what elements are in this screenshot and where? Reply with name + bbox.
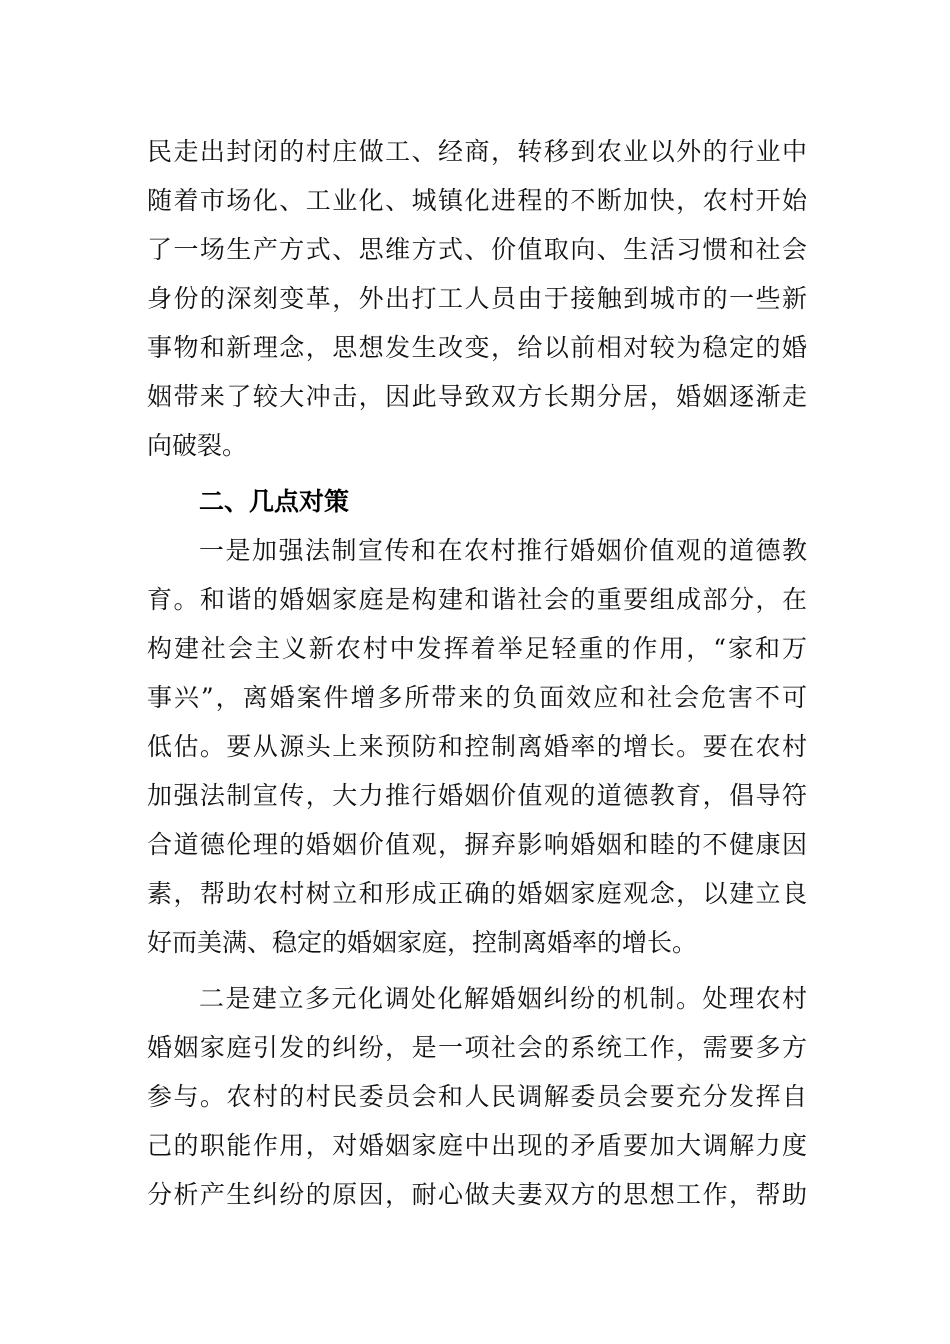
paragraph-line: 加强法制宣传，大力推行婚姻价值观的道德教育，倡导符 — [147, 781, 807, 810]
paragraph-1 — [147, 127, 807, 470]
paragraph-line: 低估。要从源头上来预防和控制离婚率的增长。要在农村 — [147, 732, 807, 761]
paragraph-line: 己的职能作用，对婚姻家庭中出现的矛盾要加大调解力度 — [147, 1131, 807, 1160]
paragraph-line: 事兴”，离婚案件增多所带来的负面效应和社会危害不可 — [147, 683, 807, 712]
paragraph-3 — [147, 974, 807, 1219]
paragraph-line: 分析产生纠纷的原因，耐心做夫妻双方的思想工作，帮助 — [147, 1180, 807, 1209]
paragraph-line: 了一场生产方式、思维方式、价值取向、生活习惯和社会 — [147, 235, 807, 264]
paragraph-line: 构建社会主义新农村中发挥着举足轻重的作用，“家和万 — [147, 634, 807, 663]
paragraph-line: 事物和新理念，思想发生改变，给以前相对较为稳定的婚 — [147, 333, 807, 362]
section-heading: 二、几点对策 — [199, 487, 350, 516]
paragraph-line: 一是加强法制宣传和在农村推行婚姻价值观的道德教 — [199, 536, 807, 565]
paragraph-line: 二是建立多元化调处化解婚姻纠纷的机制。处理农村 — [199, 984, 807, 1013]
paragraph-2 — [147, 526, 807, 967]
paragraph-line: 民走出封闭的村庄做工、经商，转移到农业以外的行业中 — [147, 137, 807, 166]
paragraph-line: 素，帮助农村树立和形成正确的婚姻家庭观念，以建立良 — [147, 879, 807, 908]
document-body — [147, 127, 807, 1219]
paragraph-line: 参与。农村的村民委员会和人民调解委员会要充分发挥自 — [147, 1082, 807, 1111]
paragraph-line: 合道德伦理的婚姻价值观，摒弃影响婚姻和睦的不健康因 — [147, 830, 807, 859]
paragraph-line: 育。和谐的婚姻家庭是构建和谐社会的重要组成部分，在 — [147, 585, 807, 614]
paragraph-line: 婚姻家庭引发的纠纷，是一项社会的系统工作，需要多方 — [147, 1033, 807, 1062]
paragraph-line: 姻带来了较大冲击，因此导致双方长期分居，婚姻逐渐走 — [147, 382, 807, 411]
paragraph-line: 身份的深刻变革，外出打工人员由于接触到城市的一些新 — [147, 284, 807, 313]
paragraph-line: 好而美满、稳定的婚姻家庭，控制离婚率的增长。 — [147, 928, 698, 957]
paragraph-line: 向破裂。 — [147, 431, 248, 460]
paragraph-line: 随着市场化、工业化、城镇化进程的不断加快，农村开始 — [147, 186, 807, 215]
